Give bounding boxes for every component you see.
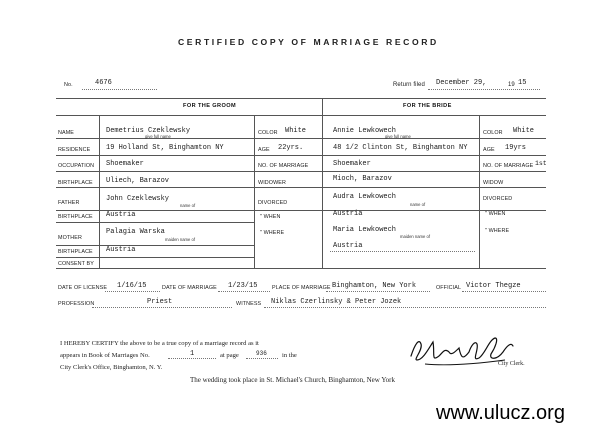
groom-residence: 19 Holland St, Binghamton NY	[106, 144, 224, 152]
bride-father-birthplace: Austria	[333, 210, 363, 218]
cert-line-2c: in the	[282, 352, 297, 359]
label-place-of-marriage: PLACE OF MARRIAGE	[272, 285, 331, 291]
label-official: OFFICIAL	[436, 285, 462, 291]
row-rule	[56, 187, 546, 188]
label-bride-divorced: DIVORCED	[483, 196, 513, 202]
label-name: NAME	[58, 130, 74, 136]
table-top-rule	[56, 98, 546, 99]
witness-rule	[264, 307, 546, 308]
groom-header: FOR THE GROOM	[183, 103, 237, 109]
bride-mother: Maria Lewkowech	[333, 226, 397, 234]
row-rule	[56, 155, 546, 156]
label-father: FATHER	[58, 200, 80, 206]
cert-line-2b: at page	[220, 352, 239, 359]
witnesses: Niklas Czerlinsky & Peter Jozek	[271, 298, 402, 306]
table-bottom-rule	[56, 268, 546, 269]
groom-father: John Czeklewsky	[106, 195, 170, 203]
groom-birthplace: Uliech, Barazov	[106, 177, 170, 185]
record-no: 4676	[95, 79, 112, 87]
bride-mother-birthplace: Austria	[333, 242, 363, 250]
row-rule	[56, 222, 255, 223]
label-groom-no-of-marriage: NO. OF MARRIAGE	[258, 163, 309, 169]
label-widower: WIDOWER	[258, 180, 286, 186]
bride-no-of-marriage: 1st	[535, 160, 547, 167]
return-filed-century: 19	[508, 82, 515, 88]
bride-color: White	[513, 127, 535, 135]
label-mother: MOTHER	[58, 235, 82, 241]
page-title: CERTIFIED COPY OF MARRIAGE RECORD	[178, 37, 439, 47]
official: Victor Thegze	[466, 282, 521, 290]
date-of-license: 1/16/15	[117, 282, 147, 290]
date-of-marriage: 1/23/15	[228, 282, 258, 290]
site-watermark: www.ulucz.org	[436, 402, 565, 424]
bride-occupation: Shoemaker	[333, 160, 371, 168]
row-rule	[56, 257, 255, 258]
label-bride-when: " WHEN	[485, 211, 506, 217]
label-date-of-license: DATE OF LICENSE	[58, 285, 108, 291]
label-bride-age: AGE	[483, 147, 495, 153]
license-rule	[105, 291, 160, 292]
groom-color: White	[285, 127, 307, 135]
label-widow: WIDOW	[483, 180, 504, 186]
page-rule	[246, 358, 278, 359]
groom-father-birthplace: Austria	[106, 211, 136, 219]
label-residence: RESIDENCE	[58, 147, 91, 153]
label-groom-divorced: DIVORCED	[258, 200, 288, 206]
table-center-divider	[322, 98, 323, 268]
row-rule	[56, 245, 255, 246]
bride-header: FOR THE BRIDE	[403, 103, 452, 109]
label-birthplace: BIRTHPLACE	[58, 180, 93, 186]
label-bride-color: COLOR	[483, 130, 503, 136]
return-filed-year: 15	[518, 79, 527, 87]
label-date-of-marriage: DATE OF MARRIAGE	[162, 285, 217, 291]
return-filed-label: Return filed	[393, 82, 425, 88]
profession-rule	[92, 307, 232, 308]
bride-rule	[330, 251, 475, 252]
groom-age: 22yrs.	[278, 144, 304, 152]
label-bride-no-of-marriage: NO. OF MARRIAGE	[483, 163, 534, 169]
bride-birthplace: Mioch, Barazov	[333, 175, 392, 183]
label-witness: WITNESS	[236, 301, 262, 307]
bride-name-hint: give full name	[385, 134, 411, 139]
groom-father-hint: name of	[180, 203, 196, 208]
cert-line-1: I HEREBY CERTIFY the above to be a true copy of a marriage record as it	[60, 340, 259, 347]
bride-name: Annie Lewkowech	[333, 127, 397, 135]
cert-book-no: 1	[190, 350, 195, 358]
profession: Priest	[147, 298, 173, 306]
label-birthplace-mother: BIRTHPLACE	[58, 249, 93, 255]
label-occupation: OCCUPATION	[58, 163, 95, 169]
groom-mother-hint: maiden name of	[165, 237, 196, 242]
bride-age: 19yrs	[505, 144, 527, 152]
cert-line-2a: appears in Book of Marriages No.	[60, 352, 150, 359]
record-no-rule	[82, 89, 157, 90]
row-rule	[56, 171, 546, 172]
groom-name-hint: give full name	[145, 134, 171, 139]
row-rule	[56, 138, 546, 139]
label-groom-where: " WHERE	[260, 230, 285, 236]
official-rule	[462, 291, 546, 292]
groom-mother-birthplace: Austria	[106, 246, 136, 254]
city-clerk-label: City Clerk.	[498, 361, 525, 367]
cert-line-3: City Clerk's Office, Binghamton, N. Y.	[60, 364, 163, 371]
bride-father-hint: name of	[410, 202, 426, 207]
return-filed-date: December 29,	[436, 79, 487, 87]
groom-name: Demetrius Czeklewsky	[106, 127, 191, 135]
place-of-marriage: Binghamton, New York	[332, 282, 417, 290]
cert-page-no: 936	[256, 350, 267, 357]
footnote: The wedding took place in St. Michael's Church, Binghamton, New York	[190, 376, 396, 384]
book-rule	[168, 358, 216, 359]
bride-father: Audra Lewkowech	[333, 193, 397, 201]
groom-occupation: Shoemaker	[106, 160, 144, 168]
place-rule	[326, 291, 430, 292]
record-no-label: No.	[64, 82, 73, 88]
label-groom-when: " WHEN	[260, 214, 281, 220]
label-bride-where: " WHERE	[485, 228, 510, 234]
marriage-date-rule	[218, 291, 270, 292]
bride-residence: 48 1/2 Clinton St, Binghamton NY	[333, 144, 468, 152]
label-profession: PROFESSION	[58, 301, 95, 307]
label-consent: CONSENT BY	[58, 261, 94, 267]
table-header-rule	[56, 115, 546, 116]
groom-mother: Palagia Warska	[106, 228, 165, 236]
label-groom-color: COLOR	[258, 130, 278, 136]
return-filed-rule	[428, 89, 540, 90]
label-groom-age: AGE	[258, 147, 270, 153]
bride-mother-hint: maiden name of	[400, 234, 431, 239]
label-birthplace-father: BIRTHPLACE	[58, 214, 93, 220]
